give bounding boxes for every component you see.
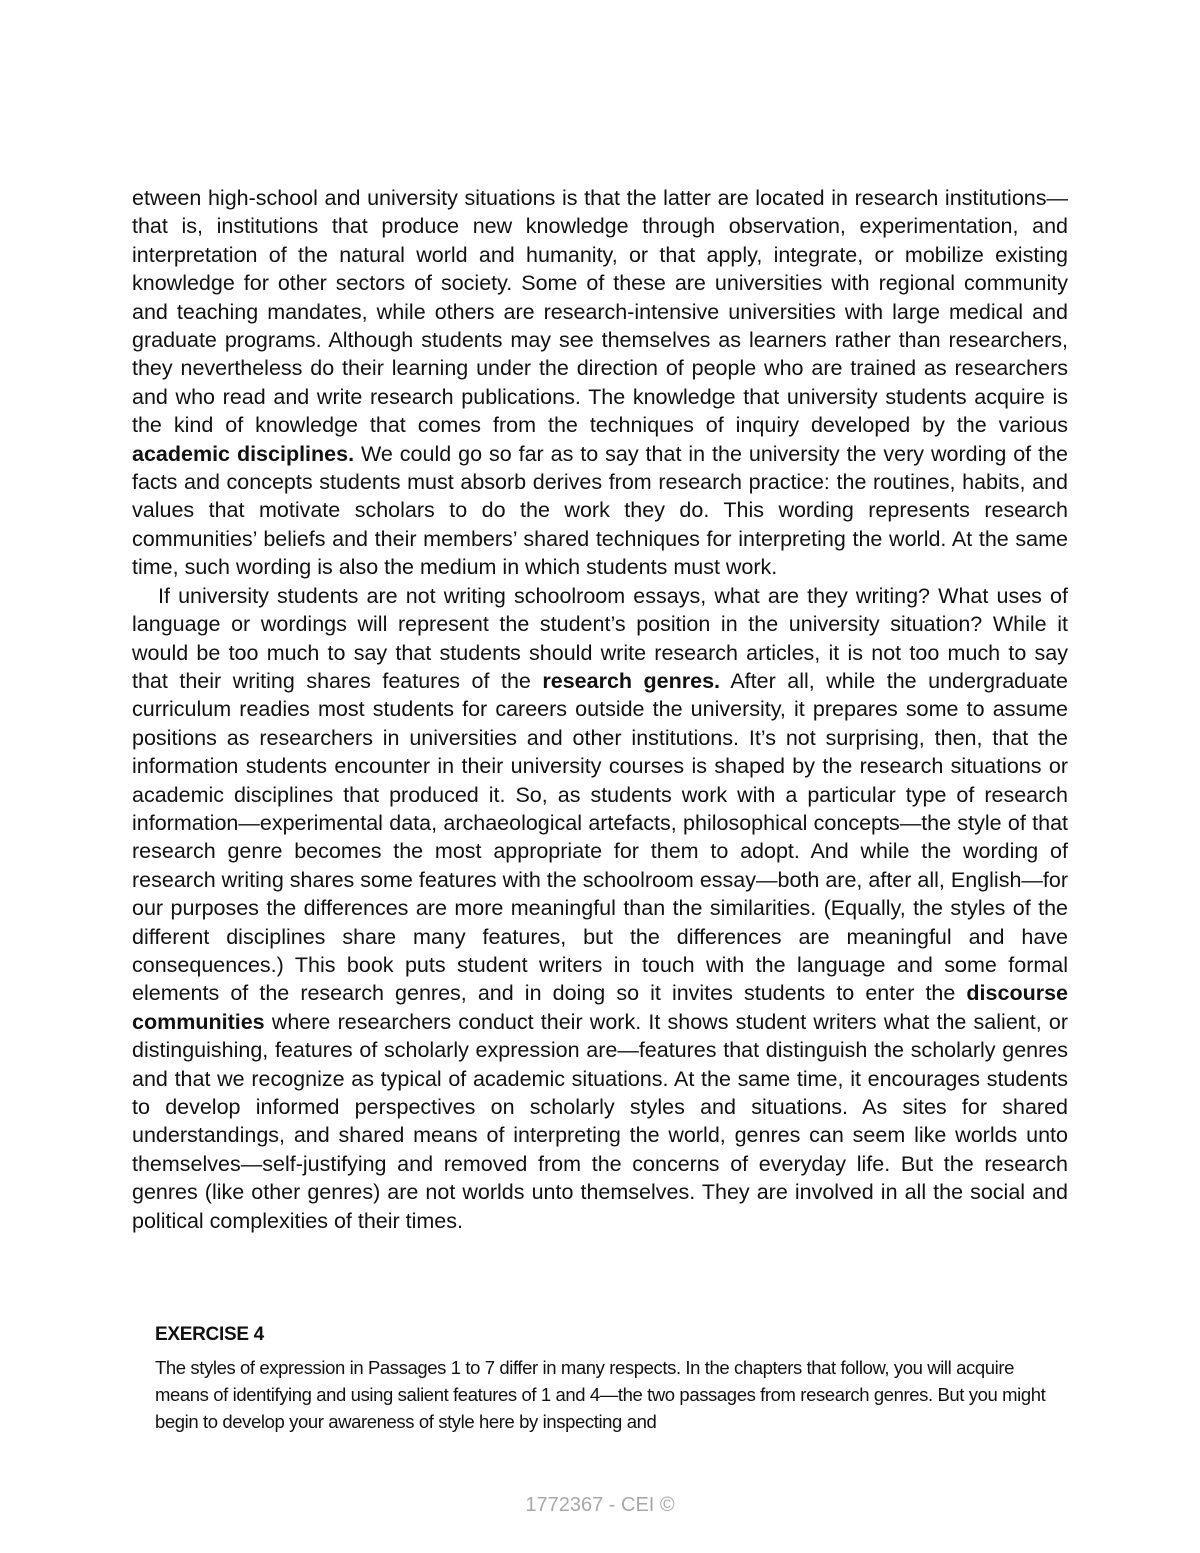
paragraph-1	[132, 184, 1068, 582]
paragraph-2-run-1: If university students are not writing schoolroom essays, what are they writing? What uses of language or wordings will represent the student’s position in the university situation? While it would be too much to say that students should write research articles, it is not too much to say that their writing shares features of the	[132, 583, 1068, 693]
paragraph-1-run-3: We could go so far as to say that in the university the very wording of the facts and concepts students must absorb derives from research practice: the routines, habits, and values that motivate scholars to do the work they do. This wording represents research communities’ beliefs and their members’ shared techniques for interpreting the world. At the same time, such wording is also the medium in which students must work.	[132, 441, 1068, 580]
exercise-text: The styles of expression in Passages 1 to 7 differ in many respects. In the chapters that follow, you will acquire means of identifying and using salient features of 1 and 4—the two passages from research genres. But you might begin to develop your awareness of style here by inspecting and	[155, 1357, 1046, 1432]
term-research-genres: research genres.	[542, 668, 721, 693]
term-academic-disciplines: academic disciplines.	[132, 441, 355, 466]
body-text	[132, 184, 1068, 1235]
exercise-box	[155, 1322, 1065, 1435]
term-discourse-communities: discourse communities	[132, 981, 1068, 1034]
paragraph-2-run-3: After all, while the undergraduate curriculum readies most students for careers outside the university, it prepares some to assume positions as researchers in universities and other institutions. It’s not surprising, then, that the information students encounter in their university courses is shaped by the research situations or academic disciplines that produced it. So, as students work with a particular type of research information—experimental data, archaeological artefacts, philosophical concepts—the style of that research genre becomes the most appropriate for them to adopt. And while the wording of research writing shares some features with the schoolroom essay—both are, after all, English—for our purposes the differences are more meaningful than the similarities. (Equally, the styles of the different disciplines share many features, but the differences are meaningful and have consequences.) This book puts student writers in touch with the language and some formal elements of the research genres, and in doing so it invites students to enter the	[132, 668, 1068, 1006]
paragraph-1-run-1: etween high-school and university situations is that the latter are located in research institutions—that is, institutions that produce new knowledge through observation, experimentation, and interpretation of the natural world and humanity, or that apply, integrate, or mobilize existing knowledge for other sectors of society. Some of these are universities with regional community and teaching mandates, while others are research-intensive universities with large medical and graduate programs. Although students may see themselves as learners rather than researchers, they nevertheless do their learning under the direction of people who are trained as researchers and who read and write research publications. The knowledge that university students acquire is the kind of knowledge that comes from the techniques of inquiry developed by the various	[132, 186, 1068, 438]
paragraph-2-run-5: where researchers conduct their work. It shows student writers what the salient, or distinguishing, features of scholarly expression are—features that distinguish the scholarly genres and that we recognize as typical of academic situations. At the same time, it encourages students to develop informed perspectives on scholarly styles and situations. As sites for shared understandings, and shared means of interpreting the world, genres can seem like worlds unto themselves—self-justifying and removed from the concerns of everyday life. But the research genres (like other genres) are not worlds unto themselves. They are involved in all the social and political complexities of their times.	[132, 1009, 1068, 1233]
footer-watermark: 1772367 - CEI ©	[525, 1494, 675, 1516]
paragraph-2	[132, 582, 1068, 1235]
exercise-title: EXERCISE 4	[155, 1324, 264, 1345]
